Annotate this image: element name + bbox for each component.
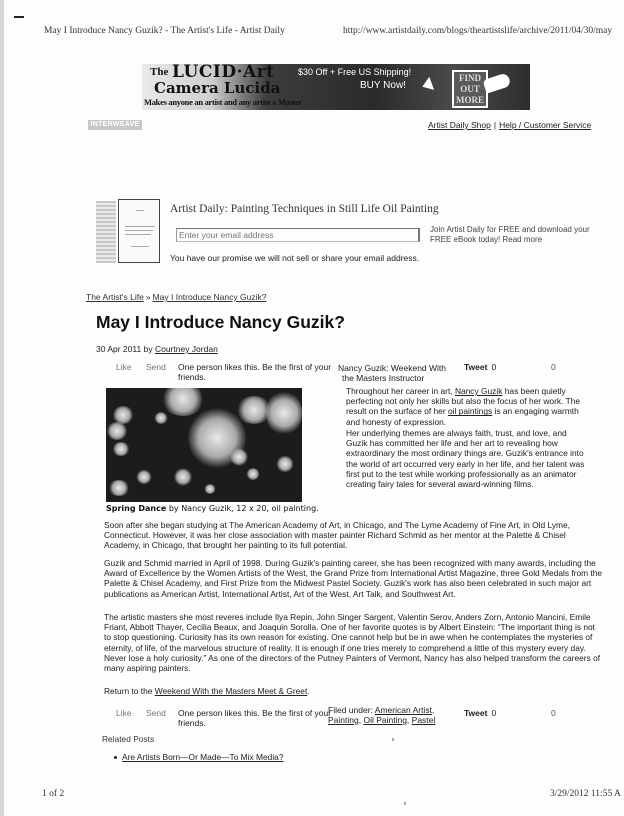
byline: 30 Apr 2011 by Courtney Jordan	[96, 344, 218, 354]
article-paragraph-3: Soon after she began studying at The American Academy of Art, in Chicago, and The Lyme Academy of Fine Art, in Old Lyme, Connecticut. However, it was her close association with master painter Richard Schmid as her mentor at the Palette & Chisel Academy, in Chicago, that brought her painting to its full potential.	[104, 520, 570, 551]
related-post-item	[114, 752, 284, 762]
related-posts-heading: Related Posts	[102, 734, 155, 744]
privacy-promise: You have our promise we will not sell or share your email address.	[170, 253, 420, 263]
signup-heading: Artist Daily: Painting Techniques in Still Life Oil Painting	[170, 203, 439, 215]
banner-product: Camera Lucida	[154, 79, 281, 97]
breadcrumb-artists-life[interactable]: The Artist's Life	[86, 292, 144, 302]
filed-under: Filed under: American Artist, Painting, Oil Painting, Pastel	[328, 705, 436, 725]
ebook-cover	[118, 199, 160, 263]
page-count: 1 of 2	[42, 789, 65, 799]
related-post-link[interactable]: Are Artists Born—Or Made—To Mix Media?	[122, 752, 284, 762]
banner-buy-now[interactable]: BUY Now!	[360, 80, 406, 91]
header-links: Artist Daily Shop | Help / Customer Service	[428, 120, 592, 130]
tweet-count: 0	[491, 708, 497, 718]
arrow-icon	[420, 77, 434, 94]
share-count-top: 0	[551, 362, 556, 372]
post-date: 30 Apr 2011	[96, 344, 142, 354]
scan-edge	[0, 0, 4, 816]
print-page-title: May I Introduce Nancy Guzik? - The Artist's Life - Artist Daily	[44, 26, 285, 36]
painting-image-spring-dance	[106, 388, 302, 502]
page-title: May I Introduce Nancy Guzik?	[96, 312, 345, 332]
email-input[interactable]	[176, 228, 420, 242]
print-page-url: http://www.artistdaily.com/blogs/theartistslife/archive/2011/04/30/may	[343, 26, 613, 36]
tweet-count: 0	[491, 362, 497, 372]
banner-the: The	[150, 66, 169, 78]
ebook-spine	[96, 201, 116, 263]
scan-mark	[14, 16, 24, 18]
return-line: Return to the Weekend With the Masters Meet & Greet.	[104, 686, 310, 696]
interweave-logo[interactable]: INTERWEAVE	[88, 120, 142, 130]
ebook-signup	[96, 195, 596, 265]
author-link[interactable]: Courtney Jordan	[154, 344, 218, 354]
send-button[interactable]: Send	[146, 708, 166, 718]
like-button[interactable]: Like	[116, 362, 132, 372]
print-header	[44, 26, 624, 40]
tweet-button-bottom[interactable]: Tweet 0	[464, 708, 497, 718]
scan-speck	[392, 738, 394, 741]
like-button[interactable]: Like	[116, 708, 132, 718]
tag-american-artist[interactable]: American Artist	[374, 705, 432, 715]
nancy-guzik-link[interactable]: Nancy Guzik	[454, 386, 503, 396]
tweet-button-top[interactable]: Tweet 0	[464, 362, 497, 372]
article-paragraph-2: Her underlying themes are always faith, trust, and love, and Guzik has committed her life and her art to revealing how extraordinary the most ordinary things are. Guzik's entrance into the world of art occurred very early in her life, and her talent was first put to the test while working professionally as an animator creating fairy tales for several award-winning films.	[346, 428, 585, 490]
breadcrumb-current-post[interactable]: May I Introduce Nancy Guzik?	[152, 292, 267, 302]
caption-title: Spring Dance	[106, 504, 167, 513]
banner-brand: LUCID·Art	[172, 64, 275, 82]
banner-tagline: Makes anyone an artist and any artist a Master	[144, 97, 303, 107]
join-text: Join Artist Daily for FREE and download your FREE eBook today! Read more	[430, 225, 590, 244]
print-timestamp: 3/29/2012 11:55 A	[550, 789, 621, 799]
oil-paintings-link[interactable]: oil paintings	[447, 406, 493, 417]
artist-daily-shop-link[interactable]: Artist Daily Shop	[428, 120, 491, 130]
advertisement-banner[interactable]	[142, 64, 530, 110]
send-button[interactable]: Send	[146, 362, 166, 372]
tag-painting[interactable]: Painting	[328, 715, 359, 725]
bullet-icon	[114, 756, 117, 759]
tag-pastel[interactable]: Pastel	[411, 715, 436, 725]
find-out-more-button[interactable]: FIND OUT MORE	[452, 70, 488, 108]
help-customer-service-link[interactable]: Help / Customer Service	[499, 120, 592, 130]
article-paragraph-5: The artistic masters she most reveres include Ilya Repin, John Singer Sargent, Valentin Serov, Anders Zorn, Antonio Mancini, Emile Friant, Abbott Thayer, Cecilia Beaux, and Joaquin Sorolla. One of her favorite quotes is by Albert Einstein: “The important thing is not to stop questioning. Curiosity has its own reason for existing. One cannot help but be in awe when he contemplates the mysteries of eternity, of life, of the marvelous structure of reality. It is enough if one tries merely to comprehend a little of this mystery every day. Never lose a holy curiosity.” As one of the directors of the Putney Painters of Vermont, Nancy has also helped transform the careers of many aspiring painters.	[104, 612, 601, 674]
article-paragraph-1: Throughout her career in art, Nancy Guzik has been quietly perfecting not only her skills but also the focus of her work. The result on the surface of her oil paintings is an engaging warmth and honesty of expression.	[346, 386, 581, 427]
tag-oil-painting[interactable]: Oil Painting	[363, 715, 407, 725]
read-more-link[interactable]: Read more	[502, 235, 543, 244]
share-count-bottom: 0	[551, 708, 556, 718]
scan-speck	[404, 802, 406, 805]
video-title[interactable]: Nancy Guzik: Weekend With the Masters Instructor	[338, 363, 447, 383]
likes-count-text: One person likes this. Be the first of your friends.	[178, 362, 332, 382]
breadcrumb: The Artist's Life » May I Introduce Nancy Guzik?	[86, 292, 267, 302]
article-paragraph-4: Guzik and Schmid married in April of 1998. During Guzik's painting career, she has been recognized with many awards, including the Award of Excellence by the Women Artists of the West, the Grand Prize from International Artist Magazine, three Gold Medals from the Palette & Chisel Academy, and First Prize from the Midwest Pastel Society. Guzik's work has also been celebrated in such major art publications as American Artist, International Artist, Art of the West, Art Talk, and Southwest Art.	[104, 558, 603, 599]
image-caption: Spring Dance by Nancy Guzik, 12 x 20, oil painting.	[106, 504, 319, 513]
weekend-with-masters-link[interactable]: Weekend With the Masters Meet & Greet	[154, 686, 308, 696]
banner-offer: $30 Off + Free US Shipping!	[298, 67, 412, 77]
likes-count-text: One person likes this. Be the first of your friends.	[178, 708, 332, 728]
